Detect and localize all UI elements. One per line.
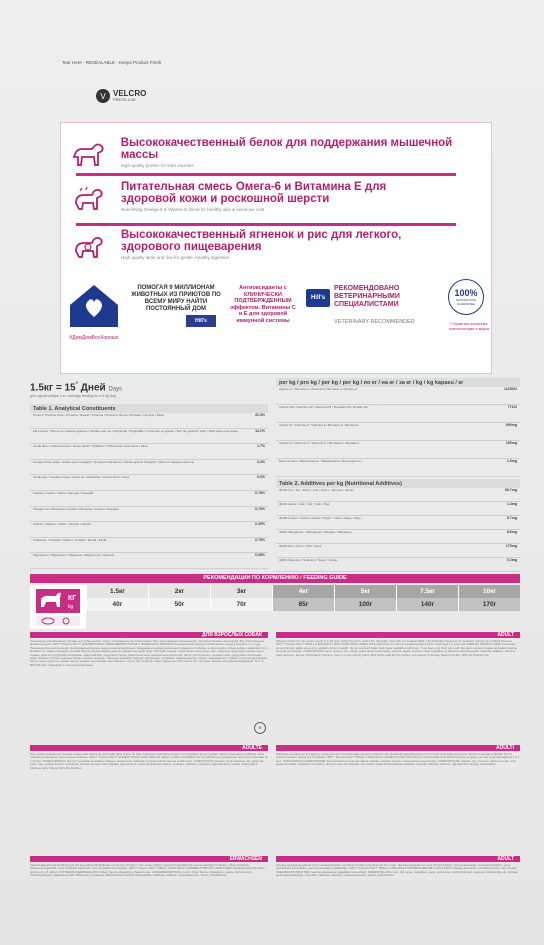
satisfaction-sub: * Гарантия качества, консистенции и вкуса	[449, 321, 489, 331]
benefit-2	[69, 181, 421, 215]
vitamins-table	[276, 378, 520, 572]
row-label: Crude fibre / Cellulose brute / Ruwe celstof / Rohfaser / Fibra bruta / Клетчатка / Fibra	[33, 444, 148, 449]
table-row	[276, 423, 520, 441]
table-row	[276, 488, 520, 502]
weight-main: 1.5кг = 15	[30, 382, 76, 394]
benefit-1	[69, 137, 491, 171]
weight-sub: для одной собаки 1 кг / average feeding for a 5 kg dog	[30, 394, 116, 398]
body-text-ru: Специально разработанное питание для собак мелких пород. Оптимальные величина гранул. Без искусственных ингредиентов, без искусственных красителей. Без искусственных ароматизаторов. Hill's™ Science Plan™ ДЛЯ ВЗРОСЛЫХ СОБАК МЕЛКИХ ПОРОД С ЯГНЕНКОМ И РИСОМ Полнорационный корм для собак мелких пород в возрасте от 1 года. Рекомендуется консультация с ветеринарным врачом перед началом кормления. Ежедневные нормы кормления приведены в таблице: корректируйте объем корма в зависимости от активности собаки и внешних условий. Всегда обеспечивайте доступ к свежей питьевой воде. СОСТАВ: ягненок, сухая смесь мяса птицы, рис, пшеница, кукурузный глютен, сорго, ячмень, мука из кукурузной клейковины, животный жир, гидролизат белка, свекольный жом, минеральные вещества, масло растительное, льняное семя, кукурузная глютеновая мука, овсяные хлопья, сушеные яблоки, шпинат, морковь, томатные выжимки, экстракт цитрусовых, витамины, микроэлементы, таурин, аминокислоты. Хранить в сухом прохладном месте. Срок годности и номер партии указаны на упаковке. Изготовитель: Хиллс Пет Нутришн, США. Импортер: ООО Хиллс Пет Нутришн, Москва, Российская Федерация. Тел.: 8-800-100-1111. Упаковано в защитной атмосфере.	[30, 640, 268, 667]
row-label: Sodium / Natrium / Sódio / Натрий / Натрій	[33, 522, 91, 527]
dog-coat-icon	[69, 181, 109, 215]
row-value: 0.2mg	[506, 558, 517, 562]
row-value: 8.7mg	[506, 516, 517, 520]
benefit-3-sub: High quality lamb and rice for gentle, healthy digestion	[121, 255, 230, 260]
row-label: Phosphorus / Phosphore / Fosfor / Phosphor / Fósforo / Фосфор	[33, 506, 119, 511]
weight-unit: Дней	[80, 382, 106, 394]
feeding-guide-table	[30, 585, 520, 629]
table-row	[30, 522, 268, 538]
shelter-text: ПОМОГАЯ 9 МИЛЛИОНАМ ЖИВОТНЫХ ИЗ ПРИЮТОВ ПО ВСЕМУ МИРУ НАЙТИ ПОСТОЯННЫЙ ДОМ	[131, 285, 221, 312]
table-row	[276, 558, 520, 572]
velcro-logo	[96, 89, 146, 103]
table-row	[276, 405, 520, 423]
feed-grams: 170г	[458, 598, 520, 611]
table-row	[276, 387, 520, 405]
feed-grams: 70г	[210, 598, 272, 611]
satisfaction-badge	[448, 279, 484, 315]
benefit-1-sub: High-quality protein for lean muscles	[120, 163, 194, 168]
row-label: Calcium / Calcio / Cálcio / Кальцій / Кальций	[33, 490, 94, 495]
row-value: 1.5mg	[506, 459, 517, 463]
feeding-unit-en: kg	[68, 604, 74, 610]
table-row	[30, 538, 268, 554]
vet-recommended: РЕКОМЕНДОВАНО ВЕТЕРИНАРНЫМИ СПЕЦИАЛИСТАМИ	[334, 285, 400, 308]
hills-logo: Hill's	[306, 289, 330, 307]
feeding-dog-icon	[30, 585, 86, 629]
table-row	[276, 502, 520, 516]
row-label: 3b202 Iodine / Iode / Jod / Yodo / Йод	[279, 502, 330, 506]
row-value: 0.25%	[255, 522, 265, 527]
body-text-en: Tailored nutrition for the unique needs of small dogs during the prime of their life. Specially made with our smallest kibble. Not Artificially Preserved, No Synthetic Colours, No Artificial Flavours. Hill's™ Science Plan™ SMALL & MINI ADULT DOG FOOD WITH LAMB & RICE Adult Pets: are 21% in complementary food for small dogs 1-6 years old. FEEDING INSTRUCTIONS: Feed daily amount shown, adjust amount to maintain optimum weight. Do not overfeed. Make fresh water available at all times. If you feed a dry food, mix it with the same amount of water and adjust feeding amounts accordingly. COMPOSITION: Lamb, brewers rice, wheat, maize gluten meal, barley, pork fat, digest, soybean meal, vegetable oil, flaxseed, dried beet pulp, minerals, cellulose, vitamins, trace elements, taurine, antioxidants. Storage: Keep in a cool and dry place. Best before date and lot number: see bottom of the bag. Made in the EU. Hill's Pet Nutrition Ltd.	[276, 640, 517, 657]
feed-grams: 50г	[148, 598, 210, 611]
table-row	[276, 459, 520, 477]
feed-grams: 40г	[86, 598, 148, 611]
table-row	[276, 441, 520, 459]
row-label: Vitamin E / Vitamine E / Vitamina E / Витамин E / Вітамін E	[279, 423, 359, 427]
velcro-sub: PRESS-LOK	[113, 97, 136, 102]
feeding-guide-title: РЕКОМЕНДАЦИИ ПО КОРМЛЕНИЮ / FEEDING GUIDE	[30, 574, 520, 583]
row-label: 3b405 Copper / Cuivre / Kupfer / Koper / Cobre / Медь / Мідь	[279, 516, 361, 520]
table-row	[30, 491, 268, 507]
feed-grams: 85г	[272, 598, 334, 611]
weight-days: 1.5кг = 15° Дней Days	[30, 382, 123, 394]
dog-muscle-icon	[69, 137, 109, 171]
row-label: Crude ash / Cendres brutes / Ruwe as / Rohasche / Ceniza bruta / Зола	[33, 475, 129, 480]
body-text-fr: Une nutrition adaptée aux besoins uniques des chiens de petite taille dans la fleur de l'âge. Fabriquée spécialement avec nos croquettes les plus petites. Sans conservateurs artificiels, Sans colorants synthétiques, Sans arômes artificiels. Hill's™ Science Plan™ ALIMENT POUR CHIEN ADULTE SMALL & MINI AU AGNEAU ET AU RIZ Aliment complet pour chiens de petite taille de 1 à 6 ans. MODE D'EMPLOI: Donnez la quantité journalière indiquée, ajustez pour maintenir un poids optimal. Ne pas suralimenter. COMPOSITION: Agneau, riz de brasserie, blé, gluten de maïs, orge, graisse de porc, hydrolysat, tourteau de soja, huile végétale, graines de lin, pulpe de betterave séchée, minéraux, cellulose, vitamines, oligo-éléments, taurine, antioxydants. Fabriqué dans l'UE par Hill's Pet Nutrition.	[30, 753, 268, 770]
row-value: 105mg	[505, 441, 517, 445]
table-row	[30, 460, 268, 476]
row-label: 3b103 Iron / Fer / Eisen / Ijzer / Hierro / Железо / Залізо	[279, 488, 354, 492]
benefit-3	[69, 229, 441, 263]
row-value: 0.75%	[255, 537, 265, 542]
row-value: 5.3%	[257, 475, 265, 480]
row-label: 3b502 Manganese / Manganèse / Mangan / Марганец	[279, 530, 352, 534]
velcro-brand: VELCRO	[113, 89, 147, 98]
benefits-panel	[60, 122, 492, 374]
feed-weight: 3кг	[210, 585, 272, 598]
row-value: 1.4mg	[506, 502, 517, 506]
row-value: 65.7mg	[504, 488, 517, 492]
row-label: Vitamin A / Vitamine A / Vitamina A / Витамин A / Вітамін A	[279, 387, 358, 391]
row-value: 175mg	[505, 544, 517, 548]
section-header-fr: ADULTE	[30, 745, 268, 751]
hills-logo-small: Hill's	[186, 315, 216, 327]
benefit-1-headline: Высококачественный белок для поддержания мышечной массы	[120, 137, 453, 161]
row-label: Potassium / Potassio / Kalium / Potasio / Калий / Калій	[33, 537, 107, 542]
divider-line	[76, 173, 456, 176]
table-row	[276, 530, 520, 544]
feed-grams: 100г	[334, 598, 396, 611]
divider-line	[76, 223, 456, 226]
analytical-table	[30, 404, 268, 569]
row-value: 3.4%	[257, 459, 265, 464]
benefit-2-headline: Питательная смесь Омега-6 и Витамина Е для здоровой кожи и роскошной шерсти	[121, 181, 387, 205]
feed-grams: 140г	[396, 598, 458, 611]
row-label: Fat content / Teneur en matières grasses / Gehalte aan vet / Fettgehalt / Vetgehalte / Contenido en grasas / Teor de gordura / Жир / Массовая доля жира	[33, 428, 238, 433]
row-label: 3b603 Zinc / Zinco / Zink / Цинк	[279, 544, 322, 548]
row-value: 1.7%	[257, 444, 265, 449]
additives-title: Table 2. Additives per kg (Nutritional Additives)	[276, 479, 520, 488]
weight-days-en: Days	[108, 386, 123, 393]
row-label: Vitamin C / Vitamine C / Vitamina C / Витамин C / Вітамін C	[279, 441, 360, 445]
tear-instruction: Tear Here - RESEALABLE - Keeps Product Fresh	[62, 60, 162, 65]
row-value: 8.6mg	[506, 530, 517, 534]
row-value: 22.3%	[255, 413, 265, 417]
satisfaction-label: SATISFACTION GUARANTEE	[456, 298, 476, 306]
velcro-circle-icon: V	[96, 89, 110, 103]
row-label: Beta-carotene / Bêta-carotène / Betacaroteno / Бета-каротин	[279, 459, 361, 463]
vitamins-header: per kg / pro kg / per kg / per kg / по кг / на кг / за кг / kg / kg kapasu / кг	[276, 378, 520, 387]
table-row	[30, 507, 268, 523]
row-label: Omega-6 fatty acids / Acides gras Oméga-6 / Omega-6-Fettsäuren / Ácidos grasos Omega-6 / Омега-6 жирные кислоты	[33, 459, 195, 464]
table-row	[30, 475, 268, 491]
section-header-en: ADULT	[276, 632, 520, 638]
table-row	[30, 429, 268, 445]
logo-row	[66, 275, 489, 369]
vet-recommended-en: VETERINARY RECOMMENDED	[334, 319, 415, 325]
section-header-de: ERWACHSEN	[30, 856, 268, 862]
body-text-it: Nutrizione specifica per le esigenze uniche dei cani di piccola taglia nel pieno della loro vita. Realizzato appositamente con le nostre crocchette più piccole. Senza conservanti artificiali, Senza coloranti sintetici, Senza aromi artificiali. Hill's™ Science Plan™ SMALL & MINI ADULT ALIMENTO PER CANI ADULTI CON AGNELLO E RISO Alimento completo per cani di piccola taglia da 1 a 6 anni. ISTRUZIONI DI ALIMENTAZIONE: Somministrare la dose giornaliera indicata. Lasciare sempre a disposizione acqua fresca. COMPOSIZIONE: Agnello, riso, frumento, glutine di mais, orzo, grasso di maiale, idrolizzato di proteine, farina di soia, olio vegetale, semi di lino, polpa di barbabietola essiccata, minerali, cellulosa, vitamine, oligoelementi, taurina, antiossidanti.	[276, 753, 520, 767]
body-text-de: Speziell abgestimmte Ernährung für die besonderen Bedürfnisse von kleinen Hunden in den besten Jahren. Speziell hergestellt mit unseren kleinsten Kroketten. Ohne künstliche Konservierungsstoffe, ohne künstliche Farbstoffe, ohne künstliche Aromastoffe. Hill's™ Science Plan™ SMALL & MINI ADULT HUNDEFUTTER MIT LAMM & REIS Alleinfuttermittel für kleine Hunde von 1-6 Jahren. FÜTTERUNGSEMPFEHLUNG: Füttern Sie die angegebene Tagesmenge. ZUSAMMENSETZUNG: Lamm, Reis, Weizen, Maisgluten, Gerste, Schweinefett, Proteinhydrolysat, Sojabohnenmehl, Pflanzenöl, Leinsamen, Rübentrockenschnitzel, Mineralstoffe, Cellulose, Vitamine, Spurenelemente, Taurin, Antioxidantien.	[30, 864, 265, 878]
row-label: Magnesium / Magnésium / Magnesio / Magnezyum / Магний	[33, 553, 114, 558]
antioxidants-claim: Антиоксиданты с КЛИНИЧЕСКИ ПОДТВЕРЖДЕННЫМ эффектом. Витамины С и Е для здоровой иммунной системы	[230, 285, 296, 324]
benefit-3-headline: Высококачественный ягненок и рис для легкого, здорового пищеварения	[121, 229, 402, 253]
dog-digestion-icon	[69, 229, 109, 263]
row-value: 0.08%	[255, 553, 265, 558]
feed-weight: 2кг	[148, 585, 210, 598]
section-header-ru: ДЛЯ ВЗРОСЛЫХ СОБАК	[30, 632, 268, 638]
row-value: 11200IU	[503, 387, 517, 391]
feed-weight: 5кг	[334, 585, 396, 598]
row-value: 0.70%	[255, 506, 265, 511]
satisfaction-percent: 100%	[454, 288, 478, 298]
feed-weight: 10кг	[458, 585, 520, 598]
table-row	[30, 553, 268, 569]
row-value: 771IU	[507, 405, 517, 409]
shelter-tag: #ДомДомВсеХорошо	[69, 335, 119, 341]
feed-weight: 1.5кг	[86, 585, 148, 598]
section-header-nl: ADULT	[276, 856, 520, 862]
row-value: 690mg	[505, 423, 517, 427]
row-label: Protein / Protéine brute / Proteïne / Eiweiß / Proteína / Proteína / Белок / Білкови / Протеїн / Білки	[33, 413, 165, 417]
recycle-icon: ♻	[254, 722, 266, 734]
feed-weight: 7.5кг	[396, 585, 458, 598]
row-label: Vitamin D3 / Vitamine D3 / Vitamina D3 / Витамин D3 / Вітамін D3	[279, 405, 368, 409]
section-header-it: ADULTI	[276, 745, 520, 751]
feeding-unit: КГ	[68, 595, 77, 602]
benefit-2-sub: Nourishing Omega-6 & Vitamin E blend for healthy skin & luxurious coat	[121, 207, 265, 212]
feed-weight: 4кг	[272, 585, 334, 598]
table-row	[30, 413, 268, 429]
analytical-title: Table 1. Analytical Constituents	[30, 404, 268, 413]
shelter-home-icon	[66, 281, 122, 329]
row-value: 0.78%	[255, 490, 265, 495]
table-row	[276, 544, 520, 558]
row-value: 14.2%	[255, 428, 265, 433]
body-text-nl: Voeding speciaal afgestemd op de unieke behoeften van kleine honden in de bloei van hun leven. Speciaal gemaakt met onze kleinste brokjes. Geen kunstmatige conserveermiddelen, geen synthetische kleurstoffen, geen kunstmatige smaakstoffen. Hill's™ Science Plan™ SMALL & MINI ADULT HONDENVOER MET LAM & RIJST Volledig diervoeder voor kleine honden van 1-6 jaar. VOEDINGSINSTRUCTIES: Geef de aangegeven dagelijkse hoeveelheid. SAMENSTELLING: Lam, rijst, tarwe, maisgluten, gerst, varkensvet, eiwithydrolysaat, sojameel, plantaardige olie, lijnzaad, gedroogde bietenpulp, mineralen, cellulose, vitaminen, sporenelementen, taurine, antioxidanten.	[276, 864, 519, 878]
table-row	[30, 444, 268, 460]
table-row	[276, 516, 520, 530]
row-label: 3b801 Selenium / Sélénium / Selen / Селен	[279, 558, 338, 562]
